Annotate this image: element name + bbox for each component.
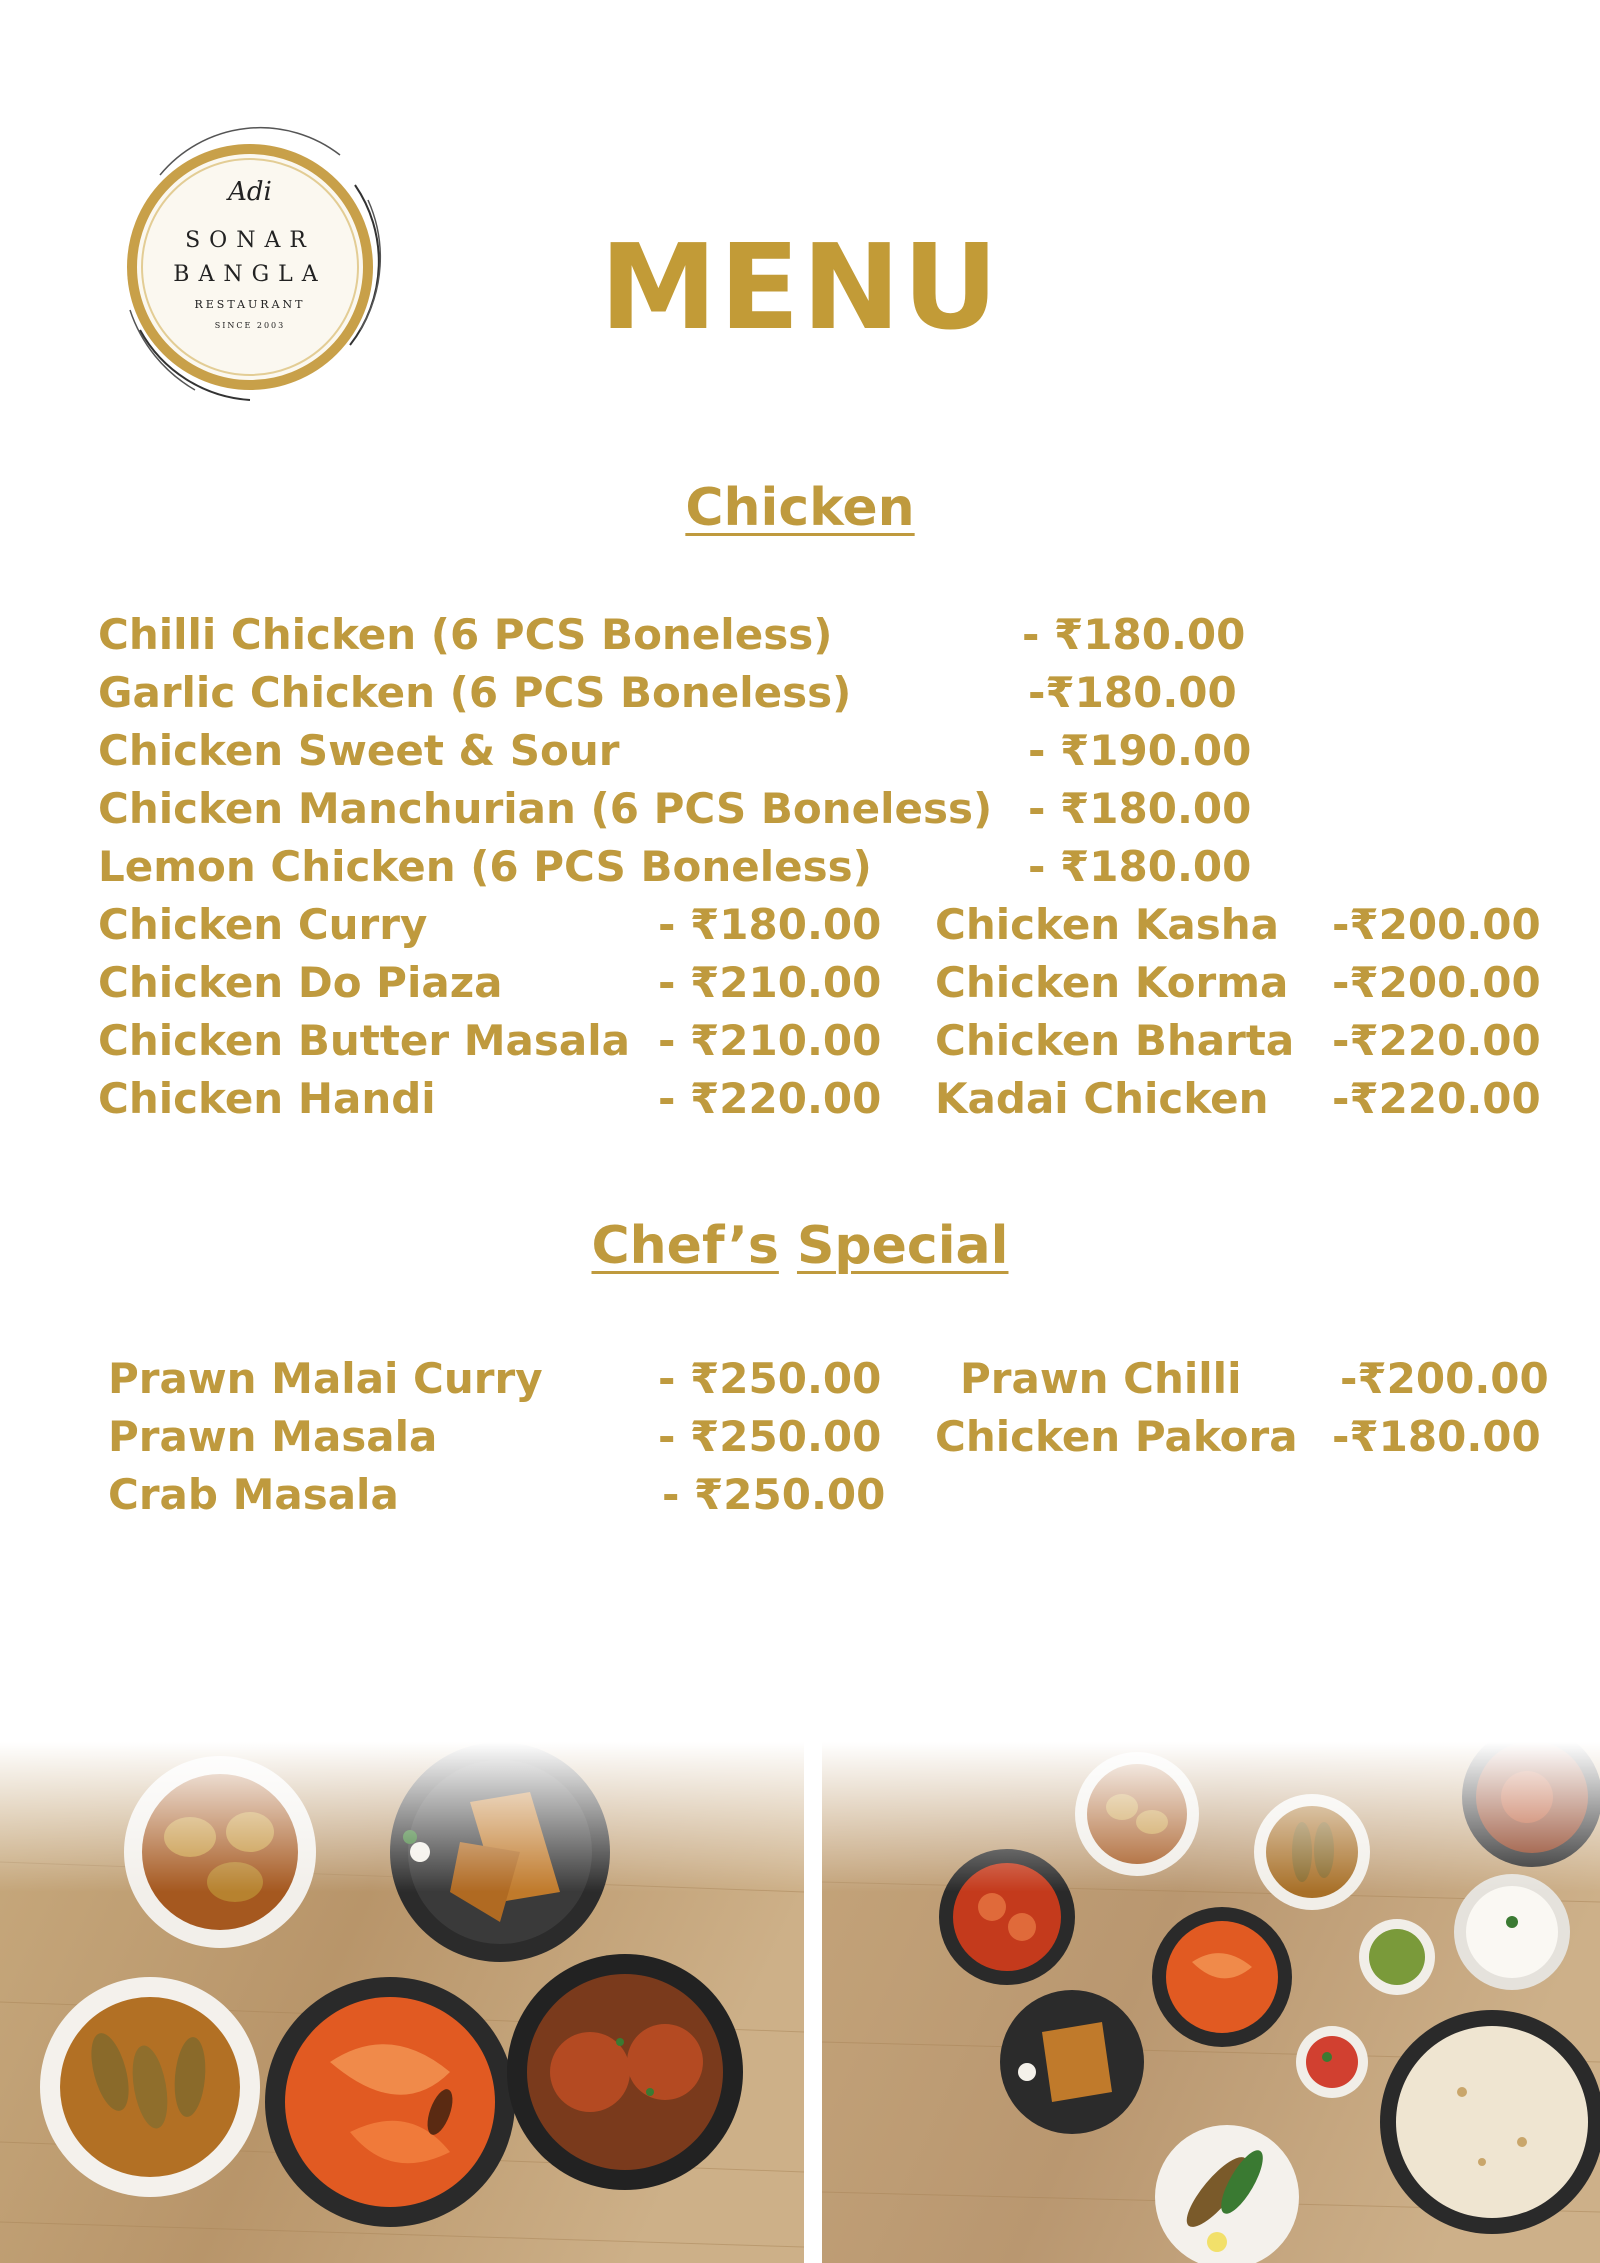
chicken-title-text: Chicken [685,478,915,538]
menu-item-price: -₹180.00 [1028,668,1237,717]
menu-item-name: Kadai Chicken [935,1074,1269,1123]
menu-item-name: Prawn Malai Curry [108,1354,543,1403]
menu-item-name: Chicken Pakora [935,1412,1298,1461]
menu-item-name: Chilli Chicken (6 PCS Boneless) [98,610,833,659]
food-photo-left [0,1742,804,2263]
menu-item-price: - ₹180.00 [1022,610,1246,659]
menu-item-price: - ₹220.00 [658,1074,882,1123]
menu-item-name: Garlic Chicken (6 PCS Boneless) [98,668,852,717]
menu-item-name: Crab Masala [108,1470,399,1519]
chicken-section-title [0,478,1600,538]
menu-item-price: - ₹250.00 [662,1470,886,1519]
menu-item-name: Prawn Masala [108,1412,438,1461]
menu-item-name: Chicken Do Piaza [98,958,503,1007]
menu-item-name: Chicken Bharta [935,1016,1295,1065]
menu-item-name: Lemon Chicken (6 PCS Boneless) [98,842,872,891]
menu-item-price: -₹200.00 [1332,900,1541,949]
menu-item-name: Chicken Korma [935,958,1289,1007]
menu-item-price: - ₹250.00 [658,1354,882,1403]
chefs-special-section-title [0,1216,1600,1276]
menu-item-price: - ₹190.00 [1028,726,1252,775]
food-photo-right [822,1742,1600,2263]
menu-item-price: - ₹180.00 [1028,842,1252,891]
menu-item-name: Chicken Curry [98,900,428,949]
menu-item-price: -₹200.00 [1340,1354,1549,1403]
menu-item-price: -₹180.00 [1332,1412,1541,1461]
logo-line4: SINCE 2003 [214,321,286,330]
menu-item-price: -₹220.00 [1332,1074,1541,1123]
menu-item-name: Chicken Butter Masala [98,1016,630,1065]
logo-line3: RESTAURANT [194,298,306,311]
menu-item-name: Prawn Chilli [960,1354,1242,1403]
menu-title: MENU [599,218,1001,356]
logo-script-text: Adi [228,177,272,207]
menu-item-name: Chicken Kasha [935,900,1279,949]
menu-item-name: Chicken Sweet & Sour [98,726,620,775]
menu-item-name: Chicken Manchurian (6 PCS Boneless) [98,784,993,833]
chefs-title-part1: Chef’s [591,1216,779,1276]
logo-line2: BANGLA [173,262,327,287]
logo-line1: SONAR [185,228,315,253]
menu-item-price: - ₹210.00 [658,1016,882,1065]
menu-item-name: Chicken Handi [98,1074,436,1123]
chefs-title-part2: Special [796,1216,1009,1276]
menu-item-price: - ₹250.00 [658,1412,882,1461]
menu-item-price: -₹200.00 [1332,958,1541,1007]
menu-item-price: -₹220.00 [1332,1016,1541,1065]
menu-item-price: - ₹180.00 [658,900,882,949]
photo-divider [804,1742,822,2263]
menu-item-price: - ₹210.00 [658,958,882,1007]
menu-item-price: - ₹180.00 [1028,784,1252,833]
